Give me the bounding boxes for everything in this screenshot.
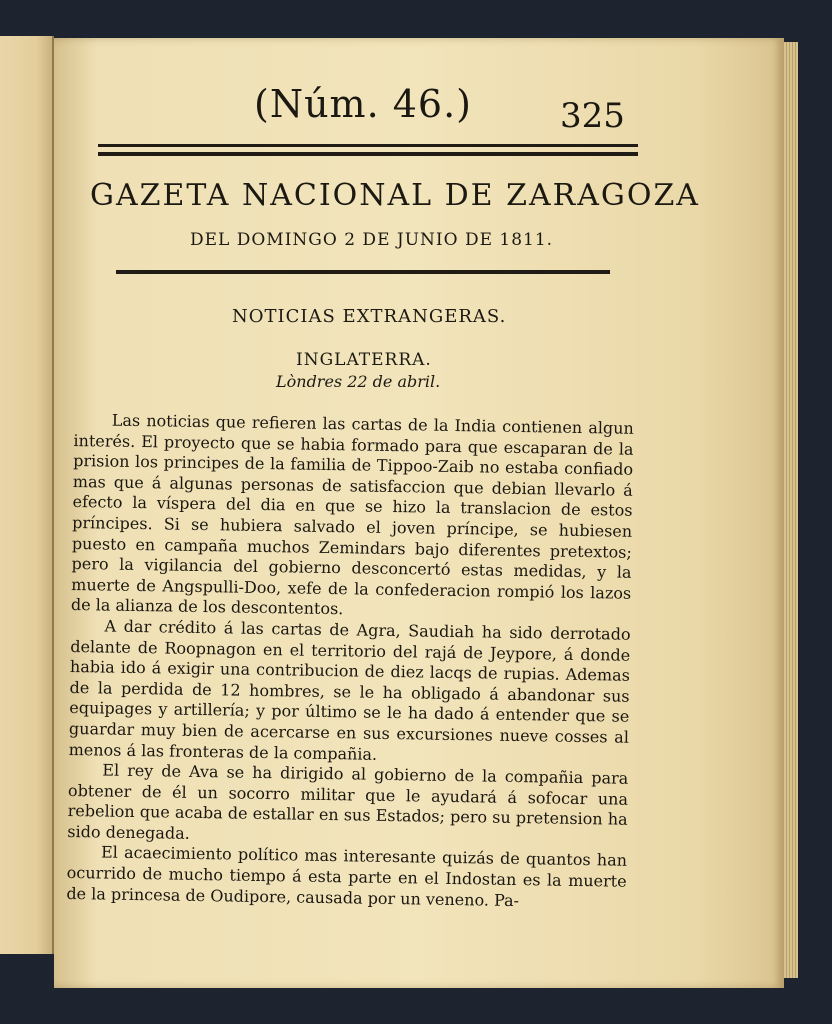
article-body <box>66 410 634 913</box>
paragraph-2: A dar crédito á las cartas de Agra, Saudiah ha sido derrotado delante de Roopnagon en el territorio del rajá de Jeypore, á donde habia ido á exigir una contribucion de diez lacqs de rupias. Ademas de la perdida de 12 hombres, se le ha obligado á abandonar sus equipages y artillería; y por último se le ha dado á entender que se guardar muy bien de acercarse en sus excursiones nueve cosses al menos á las fronteras de la compañia. <box>68 616 631 764</box>
page-number: 325 <box>560 96 625 136</box>
newspaper-page <box>54 38 784 988</box>
header-rule-thin <box>98 144 638 147</box>
paragraph-1: Las noticias que refieren las cartas de la India contienen algun interés. El proyecto que se habia formado para que escaparan de la prision los principes de la familia de Tippoo-Zaib no estaba confiado mas que á algunas personas de satisfaccion que debian llevarlo á efecto la víspera del dia en que se hizo la translacion de estos príncipes. Si se hubiera salvado el joven príncipe, se hubiesen puesto en campaña muchos Zemindars bajo diferentes pretextos; pero la vigilancia del gobierno desconcertó estas medidas, y la muerte de Angspulli-Doo, xefe de la confederacion rompió los lazos de la alianza de los descontentos. <box>70 410 634 619</box>
section-heading: NOTICIAS EXTRANGERAS. <box>232 306 507 327</box>
paragraph-4: El acaecimiento político mas interesante quizás de quantos han ocurrido de mucho tiempo á esta parte en el Indostan es la muerte de la princesa de Oudipore, causada por un veneno. Pa- <box>66 842 628 910</box>
masthead-date: DEL DOMINGO 2 DE JUNIO DE 1811. <box>190 230 554 250</box>
header-rule-thick <box>98 152 638 156</box>
masthead-rule <box>116 270 610 274</box>
country-heading: INGLATERRA. <box>296 350 432 370</box>
page-header <box>54 82 784 142</box>
issue-number: (Núm. 46.) <box>254 82 472 126</box>
dateline: Lòndres 22 de abril. <box>276 372 441 391</box>
left-page-edge <box>0 36 54 954</box>
paragraph-3: El rey de Ava se ha dirigido al gobierno de la compañia para obtener de él un socorro militar que le ayudará á sofocar una rebelion que acaba de estallar en sus Estados; pero su pretension ha sido denegada. <box>67 760 629 843</box>
masthead-title: GAZETA NACIONAL DE ZARAGOZA <box>90 178 700 213</box>
page-stack-edge <box>784 42 798 978</box>
